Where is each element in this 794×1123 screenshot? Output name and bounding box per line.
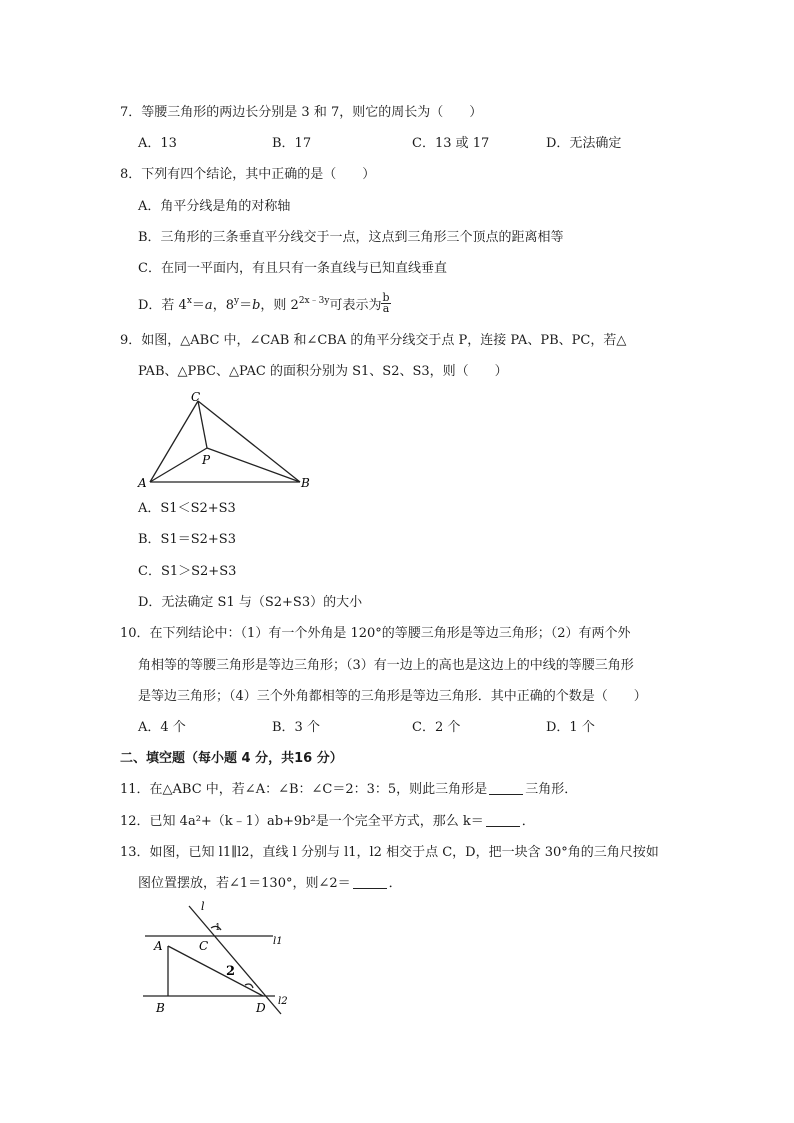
q13-stem-line1 [120,844,659,862]
fraction-numerator: b [382,291,390,304]
segment-pc [198,401,207,448]
q13-text-1: 如图，已知 l1∥l2，直线 l 分别与 l1，l2 相交于点 C，D，把一块含 30°角的三角尺按如 [149,845,659,860]
q8-d-var-a: a [204,298,213,313]
q12-text-before: 已知 4a²+（k﹣1）ab+9b²是一个完全平方式，那么 k＝ [149,814,484,829]
label-b: B [156,1001,165,1015]
q10-stem-line3: 是等边三角形；（4）三个外角都相等的三角形是等边三角形．其中正确的个数是（ ） [138,689,647,704]
q10-option-b: B．3 个 [272,720,320,735]
q13-answer-blank[interactable] [353,876,387,889]
q8-d-exp-x: x [186,296,192,306]
triangle-edge-ad [168,946,263,996]
q13-text-2-before: 图位置摆放，若∠1＝130°，则∠2＝ [138,876,351,891]
q10-number: 10． [120,626,150,641]
fraction-denominator: a [382,302,390,315]
q11-stem [120,781,577,799]
q11-answer-blank[interactable] [489,782,523,795]
q8-d-exp-y: y [233,296,240,306]
q10-option-c: C．2 个 [412,720,461,735]
label-c: C [191,390,201,404]
q13-text-2-after: ． [388,876,402,891]
q7-number: 7． [120,105,142,120]
q8-d-exp: 2x﹣3y [298,296,330,306]
section-fill-in-heading: 二、填空题（每小题 4 分，共16 分） [120,751,343,766]
q9-stem-line1 [120,332,626,350]
label-b: B [301,476,310,490]
label-l2: l2 [278,996,288,1007]
q10-stem-line1 [120,625,631,643]
q10-text-1: 在下列结论中：（1）有一个外角是 120°的等腰三角形是等边三角形；（2）有两个外 [149,626,631,641]
q8-option-b: B．三角形的三条垂直平分线交于一点，这点到三角形三个顶点的距离相等 [138,230,564,245]
q12-answer-blank[interactable] [486,814,520,827]
q7-option-c: C．13 或 17 [412,136,490,151]
q8-d-mid: ，8 [212,298,234,313]
segment-pa [150,448,207,482]
label-p: P [202,453,211,467]
q13-parallel-lines-figure [135,900,305,1020]
q10-option-a: A．4 个 [138,720,186,735]
q13-number: 13． [120,845,150,860]
q8-d-eq2: ＝ [239,298,253,313]
label-l: l [201,900,205,913]
q11-number: 11． [120,782,150,797]
q13-stem-line2 [138,875,402,893]
q7-option-b: B．17 [272,136,312,151]
q7-text: 等腰三角形的两边长分别是 3 和 7，则它的周长为（ ） [141,105,483,120]
edge-cb [198,401,300,482]
q8-d-prefix: D．若 4 [138,298,187,313]
q8-d-suffix: 可表示为 [329,298,382,313]
q11-text-after: 三角形． [525,782,578,797]
q7-option-d: D．无法确定 [546,136,622,151]
q9-option-b: B．S1＝S2+S3 [138,532,236,547]
q10-option-d: D．1 个 [546,720,595,735]
label-angle-2: 2 [226,964,236,979]
label-angle-1: 1 [215,923,221,933]
q8-stem [120,166,375,184]
q9-stem-line2: PAB、△PBC、△PAC 的面积分别为 S1、S2、S3，则（ ） [138,364,508,379]
q12-text-after: ． [521,814,535,829]
line-l [189,906,281,1014]
q9-option-d: D．无法确定 S1 与（S2+S3）的大小 [138,595,363,610]
q8-number: 8． [120,167,142,182]
q12-stem [120,813,535,831]
q8-d-eq1: ＝ [191,298,205,313]
label-a: A [154,939,163,953]
segment-pb [207,448,300,482]
q8-option-c: C．在同一平面内，有且只有一条直线与已知直线垂直 [138,261,447,276]
label-c: C [199,939,209,953]
q8-option-d [138,292,391,316]
q9-option-c: C．S1＞S2+S3 [138,564,237,579]
q8-option-a: A．角平分线是角的对称轴 [138,199,291,214]
q7-stem [120,104,482,122]
q11-text-before: 在△ABC 中，若∠A：∠B：∠C＝2：3：5，则此三角形是 [149,782,488,797]
q9-triangle-figure [135,388,315,493]
label-l1: l1 [273,936,283,947]
q10-stem-line2: 角相等的等腰三角形是等边三角形；（3）有一边上的高也是这边上的中线的等腰三角形 [138,658,634,673]
q7-option-a: A．13 [138,136,177,151]
edge-ac [150,401,198,482]
label-a: A [138,476,147,490]
q8-text: 下列有四个结论，其中正确的是（ ） [141,167,376,182]
q8-d-fraction [381,293,390,314]
q9-option-a: A．S1＜S2+S3 [138,501,236,516]
q9-number: 9． [120,333,142,348]
q8-d-var-b: b [252,298,261,313]
q8-d-then: ，则 2 [260,298,299,313]
q12-number: 12． [120,814,150,829]
label-d: D [256,1001,266,1015]
q9-text-1: 如图，△ABC 中，∠CAB 和∠CBA 的角平分线交于点 P，连接 PA、PB、PC，若△ [141,333,627,348]
